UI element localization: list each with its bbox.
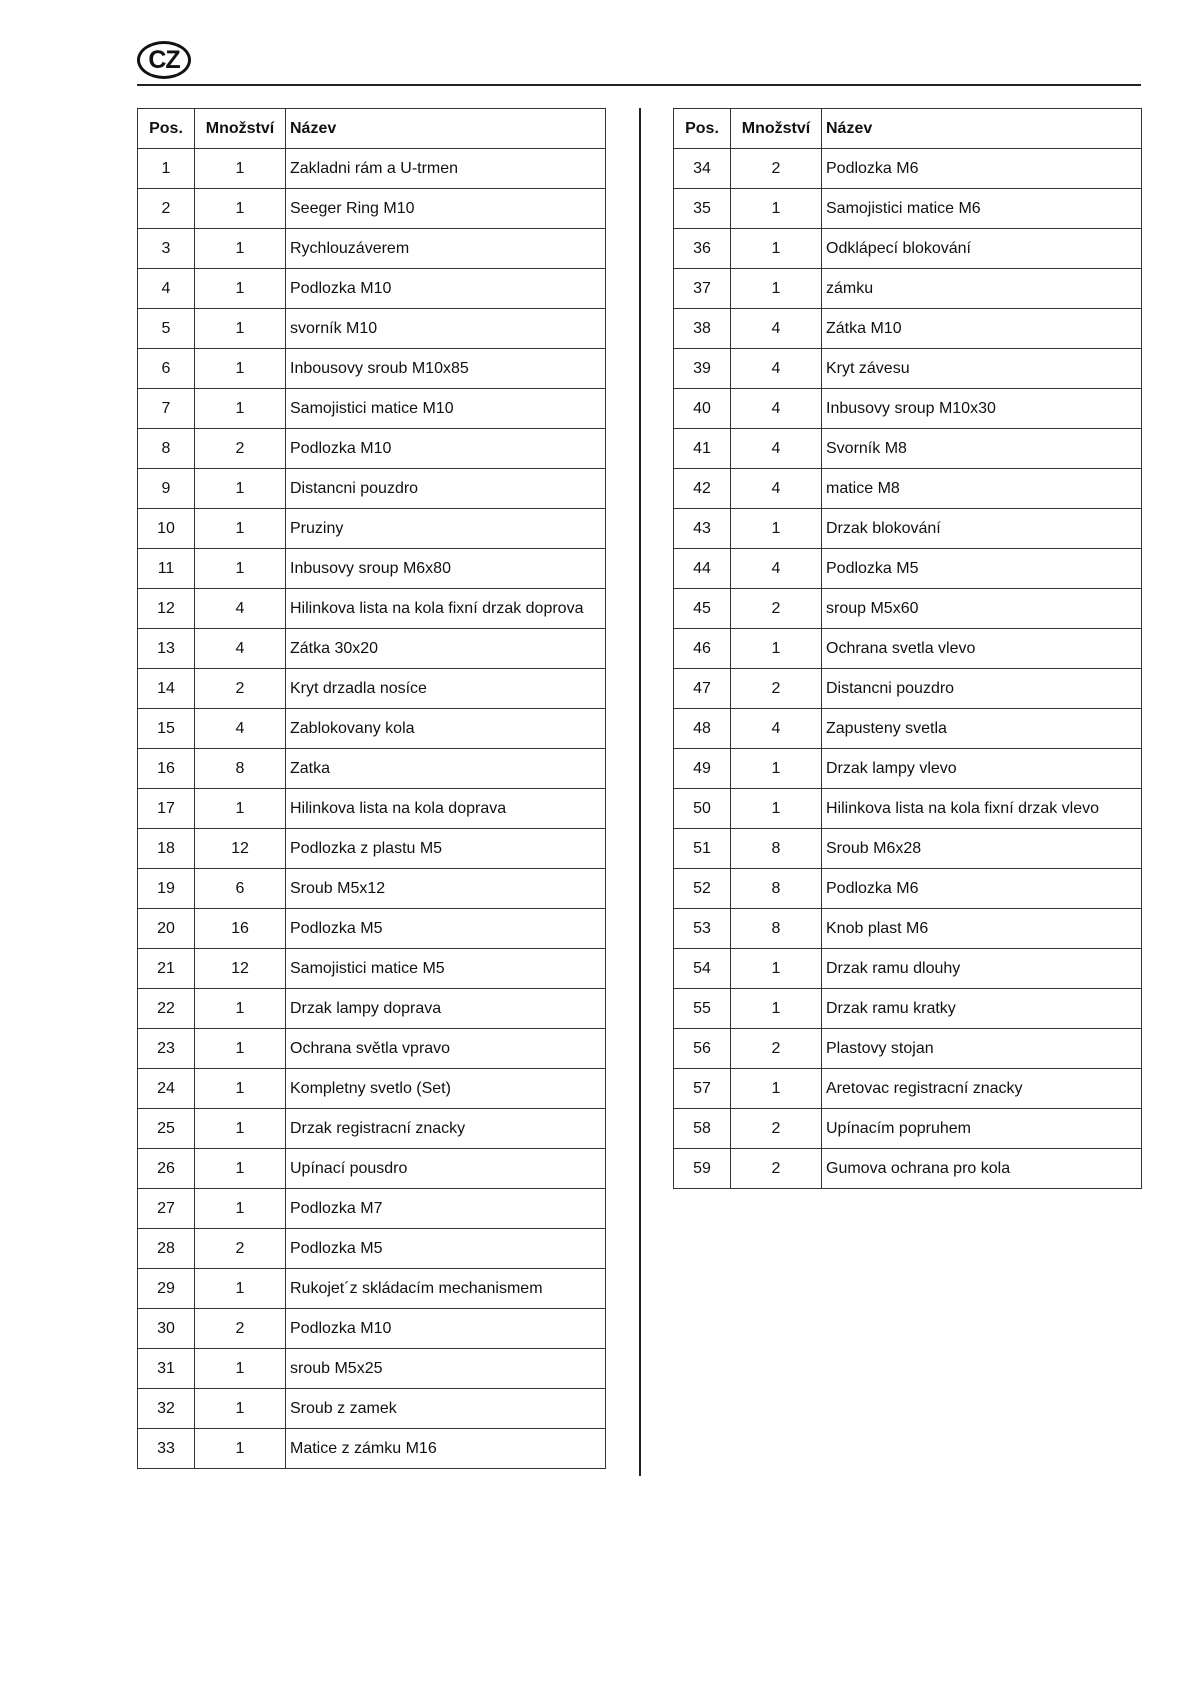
table-row [674, 909, 1142, 949]
header-pos: Pos. [138, 109, 195, 149]
table-row [138, 309, 606, 349]
table-row [138, 989, 606, 1029]
table-row [138, 149, 606, 189]
cell-name: Odklápecí blokování [822, 229, 1142, 269]
cell-pos: 13 [138, 629, 195, 669]
cell-name: Podlozka M10 [286, 429, 606, 469]
table-header-row [674, 109, 1142, 149]
cell-pos: 53 [674, 909, 731, 949]
table-row [138, 1349, 606, 1389]
cell-qty: 12 [195, 949, 286, 989]
table-row [674, 949, 1142, 989]
cell-pos: 58 [674, 1109, 731, 1149]
cell-pos: 15 [138, 709, 195, 749]
table-row [138, 1189, 606, 1229]
table-row [138, 1309, 606, 1349]
cell-name: Plastovy stojan [822, 1029, 1142, 1069]
cell-name: Zapusteny svetla [822, 709, 1142, 749]
cell-qty: 1 [195, 189, 286, 229]
table-row [674, 149, 1142, 189]
table-row [138, 709, 606, 749]
cell-qty: 2 [731, 1149, 822, 1189]
cell-qty: 1 [195, 389, 286, 429]
cell-qty: 1 [195, 1269, 286, 1309]
cell-name: Inbusovy sroup M6x80 [286, 549, 606, 589]
cell-name: Podlozka M10 [286, 1309, 606, 1349]
cell-qty: 1 [195, 309, 286, 349]
table-row [138, 389, 606, 429]
table-row [138, 949, 606, 989]
cell-pos: 24 [138, 1069, 195, 1109]
cell-qty: 1 [195, 509, 286, 549]
cell-pos: 6 [138, 349, 195, 389]
table-row [674, 349, 1142, 389]
cell-pos: 49 [674, 749, 731, 789]
table-row [674, 629, 1142, 669]
cell-name: Matice z zámku M16 [286, 1429, 606, 1469]
cell-qty: 12 [195, 829, 286, 869]
cell-pos: 42 [674, 469, 731, 509]
header-name: Název [286, 109, 606, 149]
cell-name: Drzak blokování [822, 509, 1142, 549]
table-row [138, 749, 606, 789]
parts-table-right [673, 108, 1142, 1189]
table-row [138, 549, 606, 589]
cell-pos: 18 [138, 829, 195, 869]
table-row [674, 749, 1142, 789]
table-header-row [138, 109, 606, 149]
cell-pos: 26 [138, 1149, 195, 1189]
cell-name: Ochrana světla vpravo [286, 1029, 606, 1069]
cell-pos: 50 [674, 789, 731, 829]
table-row [138, 1429, 606, 1469]
cell-qty: 1 [195, 1189, 286, 1229]
cell-name: Zátka M10 [822, 309, 1142, 349]
cell-qty: 1 [195, 1029, 286, 1069]
cell-pos: 44 [674, 549, 731, 589]
cell-pos: 30 [138, 1309, 195, 1349]
cell-pos: 27 [138, 1189, 195, 1229]
table-row [674, 549, 1142, 589]
header-name: Název [822, 109, 1142, 149]
cell-qty: 1 [731, 789, 822, 829]
cell-qty: 1 [195, 269, 286, 309]
header-qty: Množství [731, 109, 822, 149]
cell-name: Sroub M5x12 [286, 869, 606, 909]
cell-name: Samojistici matice M5 [286, 949, 606, 989]
cell-qty: 4 [731, 309, 822, 349]
cell-pos: 20 [138, 909, 195, 949]
cell-qty: 1 [731, 749, 822, 789]
table-row [674, 269, 1142, 309]
cell-pos: 2 [138, 189, 195, 229]
cell-pos: 5 [138, 309, 195, 349]
cell-name: svorník M10 [286, 309, 606, 349]
table-row [674, 589, 1142, 629]
cell-qty: 1 [731, 189, 822, 229]
table-row [674, 1109, 1142, 1149]
cell-qty: 1 [195, 549, 286, 589]
cell-name: Podlozka M6 [822, 149, 1142, 189]
table-row [138, 469, 606, 509]
cell-qty: 1 [195, 1349, 286, 1389]
cell-qty: 1 [195, 349, 286, 389]
cell-name: Gumova ochrana pro kola [822, 1149, 1142, 1189]
table-row [674, 1149, 1142, 1189]
cell-qty: 2 [195, 1309, 286, 1349]
cell-qty: 1 [195, 1069, 286, 1109]
table-row [138, 1109, 606, 1149]
cell-qty: 1 [731, 629, 822, 669]
cell-pos: 36 [674, 229, 731, 269]
cell-name: Rychlouzáverem [286, 229, 606, 269]
cell-pos: 52 [674, 869, 731, 909]
cell-name: Hilinkova lista na kola fixní drzak vlevo [822, 789, 1142, 829]
table-row [138, 829, 606, 869]
cell-name: Hilinkova lista na kola doprava [286, 789, 606, 829]
table-row [674, 189, 1142, 229]
cell-pos: 39 [674, 349, 731, 389]
cell-pos: 23 [138, 1029, 195, 1069]
cell-name: Hilinkova lista na kola fixní drzak doprova [286, 589, 606, 629]
cell-pos: 57 [674, 1069, 731, 1109]
cell-pos: 1 [138, 149, 195, 189]
table-row [674, 989, 1142, 1029]
cell-name: Distancni pouzdro [286, 469, 606, 509]
table-row [674, 709, 1142, 749]
column-divider [639, 108, 641, 1476]
table-row [138, 669, 606, 709]
cell-name: Zablokovany kola [286, 709, 606, 749]
table-row [674, 1069, 1142, 1109]
table-row [674, 429, 1142, 469]
cell-name: Kompletny svetlo (Set) [286, 1069, 606, 1109]
cell-name: Inbusovy sroup M10x30 [822, 389, 1142, 429]
table-row [138, 189, 606, 229]
cell-name: Sroub z zamek [286, 1389, 606, 1429]
cell-pos: 3 [138, 229, 195, 269]
cell-name: Zakladni rám a U-trmen [286, 149, 606, 189]
cell-pos: 33 [138, 1429, 195, 1469]
cell-qty: 1 [731, 989, 822, 1029]
table-row [138, 269, 606, 309]
cell-pos: 10 [138, 509, 195, 549]
cell-pos: 35 [674, 189, 731, 229]
cell-qty: 4 [195, 709, 286, 749]
cell-name: Drzak lampy doprava [286, 989, 606, 1029]
cell-pos: 9 [138, 469, 195, 509]
cell-pos: 4 [138, 269, 195, 309]
table-row [138, 789, 606, 829]
cell-qty: 4 [731, 549, 822, 589]
cell-pos: 29 [138, 1269, 195, 1309]
cell-qty: 1 [195, 989, 286, 1029]
cell-pos: 45 [674, 589, 731, 629]
table-row [674, 1029, 1142, 1069]
table-row [138, 1069, 606, 1109]
table-row [674, 789, 1142, 829]
cell-pos: 16 [138, 749, 195, 789]
cell-qty: 1 [731, 1069, 822, 1109]
cell-pos: 59 [674, 1149, 731, 1189]
cell-qty: 2 [195, 669, 286, 709]
cell-name: Podlozka z plastu M5 [286, 829, 606, 869]
cell-qty: 8 [731, 909, 822, 949]
cell-pos: 7 [138, 389, 195, 429]
table-row [674, 229, 1142, 269]
table-row [138, 869, 606, 909]
cell-pos: 25 [138, 1109, 195, 1149]
cell-pos: 55 [674, 989, 731, 1029]
cell-name: Seeger Ring M10 [286, 189, 606, 229]
table-row [674, 869, 1142, 909]
table-row [138, 1029, 606, 1069]
cell-name: Kryt závesu [822, 349, 1142, 389]
cell-pos: 17 [138, 789, 195, 829]
cell-name: Svorník M8 [822, 429, 1142, 469]
cell-qty: 1 [195, 229, 286, 269]
table-row [138, 429, 606, 469]
cell-pos: 32 [138, 1389, 195, 1429]
table-row [138, 589, 606, 629]
table-row [138, 629, 606, 669]
cell-name: Inbousovy sroub M10x85 [286, 349, 606, 389]
table-row [138, 1229, 606, 1269]
cell-qty: 1 [195, 1429, 286, 1469]
cell-qty: 2 [731, 589, 822, 629]
cell-qty: 8 [195, 749, 286, 789]
cell-qty: 2 [731, 149, 822, 189]
cell-qty: 2 [731, 669, 822, 709]
cell-name: Drzak lampy vlevo [822, 749, 1142, 789]
table-row [138, 349, 606, 389]
cell-qty: 1 [195, 1109, 286, 1149]
cell-pos: 19 [138, 869, 195, 909]
parts-table-left [137, 108, 606, 1469]
table-row [138, 909, 606, 949]
cell-name: Podlozka M5 [822, 549, 1142, 589]
cell-name: Drzak ramu kratky [822, 989, 1142, 1029]
table-row [674, 509, 1142, 549]
cell-pos: 41 [674, 429, 731, 469]
cell-name: Zátka 30x20 [286, 629, 606, 669]
cell-qty: 16 [195, 909, 286, 949]
cell-name: matice M8 [822, 469, 1142, 509]
cell-name: Sroub M6x28 [822, 829, 1142, 869]
cell-name: Podlozka M7 [286, 1189, 606, 1229]
cell-name: Samojistici matice M6 [822, 189, 1142, 229]
cell-qty: 1 [195, 1389, 286, 1429]
cell-pos: 28 [138, 1229, 195, 1269]
cell-pos: 51 [674, 829, 731, 869]
cell-qty: 2 [195, 429, 286, 469]
cell-qty: 4 [195, 589, 286, 629]
language-badge: CZ [137, 41, 191, 79]
table-row [674, 469, 1142, 509]
cell-pos: 14 [138, 669, 195, 709]
cell-pos: 48 [674, 709, 731, 749]
cell-name: Distancni pouzdro [822, 669, 1142, 709]
cell-name: Kryt drzadla nosíce [286, 669, 606, 709]
cell-pos: 43 [674, 509, 731, 549]
cell-name: Zatka [286, 749, 606, 789]
cell-name: Podlozka M10 [286, 269, 606, 309]
cell-name: Drzak registracní znacky [286, 1109, 606, 1149]
cell-qty: 4 [731, 349, 822, 389]
cell-qty: 1 [195, 789, 286, 829]
cell-qty: 4 [731, 469, 822, 509]
cell-name: Aretovac registracní znacky [822, 1069, 1142, 1109]
cell-qty: 2 [731, 1029, 822, 1069]
cell-qty: 2 [731, 1109, 822, 1149]
cell-qty: 1 [731, 269, 822, 309]
table-row [674, 389, 1142, 429]
cell-qty: 4 [731, 709, 822, 749]
cell-qty: 8 [731, 869, 822, 909]
table-row [138, 509, 606, 549]
cell-name: Upínacím popruhem [822, 1109, 1142, 1149]
header-qty: Množství [195, 109, 286, 149]
cell-qty: 1 [195, 469, 286, 509]
table-row [138, 229, 606, 269]
cell-name: Upínací pousdro [286, 1149, 606, 1189]
cell-name: Rukojet´z skládacím mechanismem [286, 1269, 606, 1309]
cell-qty: 4 [731, 429, 822, 469]
header-rule [137, 84, 1141, 86]
cell-qty: 1 [195, 1149, 286, 1189]
cell-pos: 37 [674, 269, 731, 309]
cell-qty: 1 [731, 949, 822, 989]
cell-name: Samojistici matice M10 [286, 389, 606, 429]
table-row [674, 829, 1142, 869]
cell-name: zámku [822, 269, 1142, 309]
cell-name: Knob plast M6 [822, 909, 1142, 949]
table-row [138, 1269, 606, 1309]
table-row [674, 309, 1142, 349]
cell-qty: 8 [731, 829, 822, 869]
cell-pos: 21 [138, 949, 195, 989]
cell-name: sroup M5x60 [822, 589, 1142, 629]
cell-name: Pruziny [286, 509, 606, 549]
cell-pos: 31 [138, 1349, 195, 1389]
cell-pos: 11 [138, 549, 195, 589]
cell-name: Podlozka M5 [286, 909, 606, 949]
cell-pos: 47 [674, 669, 731, 709]
cell-qty: 1 [195, 149, 286, 189]
cell-pos: 54 [674, 949, 731, 989]
table-row [138, 1149, 606, 1189]
cell-name: Drzak ramu dlouhy [822, 949, 1142, 989]
cell-name: Podlozka M6 [822, 869, 1142, 909]
cell-name: sroub M5x25 [286, 1349, 606, 1389]
cell-qty: 6 [195, 869, 286, 909]
cell-qty: 4 [731, 389, 822, 429]
cell-qty: 1 [731, 229, 822, 269]
cell-pos: 40 [674, 389, 731, 429]
cell-name: Ochrana svetla vlevo [822, 629, 1142, 669]
cell-pos: 56 [674, 1029, 731, 1069]
cell-pos: 8 [138, 429, 195, 469]
table-row [138, 1389, 606, 1429]
cell-pos: 22 [138, 989, 195, 1029]
cell-pos: 46 [674, 629, 731, 669]
cell-qty: 2 [195, 1229, 286, 1269]
cell-name: Podlozka M5 [286, 1229, 606, 1269]
header-pos: Pos. [674, 109, 731, 149]
cell-pos: 38 [674, 309, 731, 349]
cell-pos: 34 [674, 149, 731, 189]
table-row [674, 669, 1142, 709]
cell-qty: 4 [195, 629, 286, 669]
cell-qty: 1 [731, 509, 822, 549]
cell-pos: 12 [138, 589, 195, 629]
